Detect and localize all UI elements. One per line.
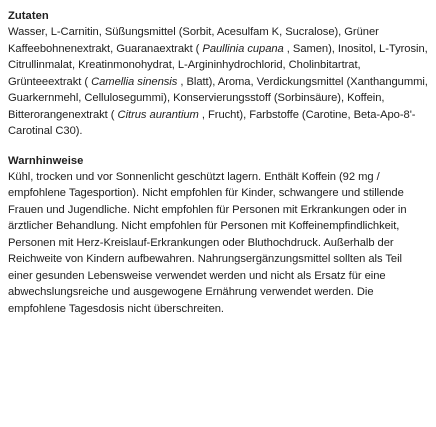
ingredients-latin-name: Citrus aurantium [117,108,199,121]
warnings-heading: Warnhinweise [8,154,84,167]
ingredients-segment: , Samen), Inositol, L-Tyrosin, Citrullinmalat, Kreatinmonohydrat, L-Argininhydrochlorid, Cholinbitartrat, Grünteeextrakt ( [8,42,428,88]
ingredients-text [8,24,428,140]
ingredients-segment: , Frucht), Farbstoffe (Carotine, Beta-Apo-8'-Carotinal C30). [8,108,416,137]
ingredients-segment: , Blatt), Aroma, Verdickungsmittel (Xanthangummi, Guarkernmehl, Cellulosegummi), Konservierungsstoff (Sorbinsäure), Koffein, Bitterorangenextrakt ( [8,75,428,121]
warnings-text: Kühl, trocken und vor Sonnenlicht geschützt lagern. Enthält Koffein (92 mg / empfohlene Tagesportion). Nicht empfohlen für Kinder, schwangere und stillende Frauen und Jugendliche. Nicht empfohlen für Personen mit Erkrankungen oder in ärztlicher Behandlung. Nicht empfohlen für Personen mit Koffeinempfindlichkeit, Personen mit Herz-Kreislauf-Erkrankungen oder Bluthochdruck. Außerhalb der Reichweite von Kindern aufbewahren. Nahrungsergänzungsmittel sollten als Teil einer gesunden Lebensweise verwendet werden und nicht als Ersatz für eine abwechslungsreiche und ausgewogene Ernährung verwendet werden. Die empfohlene Tagesdosis nicht überschreiten. [8,170,407,315]
ingredients-heading: Zutaten [8,10,49,22]
ingredients-latin-name: Camellia sinensis [91,75,178,88]
ingredients-latin-name: Paullinia cupana [202,42,284,55]
ingredients-section [8,9,428,140]
warnings-section [8,154,428,318]
section-spacer [8,140,428,154]
ingredients-segment: Wasser, L-Carnitin, Süßungsmittel (Sorbit, Acesulfam K, Sucralose), Grüner Kaffeebohnenextrakt, Guaranaextrakt ( [8,26,379,55]
